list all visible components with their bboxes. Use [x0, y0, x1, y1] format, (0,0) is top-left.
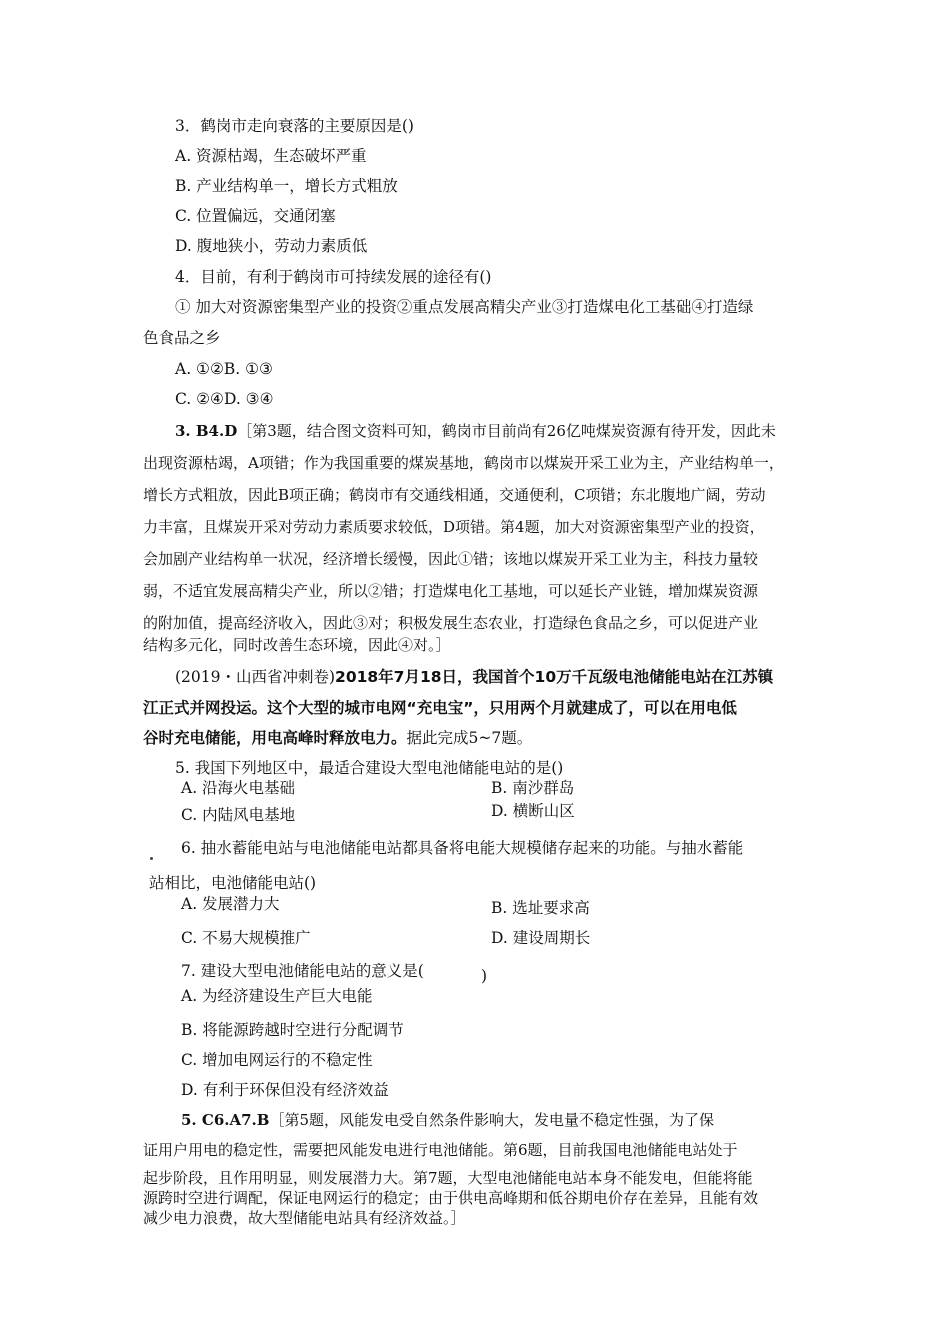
answer-3-4-line8: 结构多元化，同时改善生态环境，因此④对。］	[143, 636, 451, 654]
answer-3-4-line1: 3. B4.D［第3题，结合图文资料可知，鹤岗市目前尚有26亿吨煤炭资源有待开发，因此未	[175, 422, 776, 440]
answer-5-7-line3: 起步阶段，且作用明显，则发展潜力大。第7题，大型电池储能电站本身不能发电，但能将能	[143, 1169, 753, 1187]
answer-3-4-key: 3. B4.D	[175, 422, 238, 440]
answer-3-4-line6: 弱，不适宜发展高精尖产业，所以②错；打造煤电化工基地，可以延长产业链，增加煤炭资源	[143, 582, 759, 600]
q5-option-d: D. 横断山区	[491, 802, 575, 820]
answer-5-7-key: 5. C6.A7.B	[181, 1111, 270, 1129]
answer-3-4-line4: 力丰富，且煤炭开采对劳动力素质要求较低，D项错。第4题，加大对资源密集型产业的投资，	[143, 518, 765, 536]
answer-5-7-line4: 源跨时空进行调配，保证电网运行的稳定；由于供电高峰期和低谷期电价存在差异，且能有效	[143, 1189, 759, 1207]
q6-stem-line1: 6. 抽水蓄能电站与电池储能电站都具备将电能大规模储存起来的功能。与抽水蓄能	[181, 839, 744, 857]
q3-option-a: A. 资源枯竭，生态破坏严重	[175, 147, 367, 165]
q7-option-c: C. 增加电网运行的不稳定性	[181, 1051, 373, 1069]
q7-option-a: A. 为经济建设生产巨大电能	[181, 987, 373, 1005]
q5-option-a: A. 沿海火电基础	[181, 779, 296, 797]
q6-stem-line2: 站相比，电池储能电站()	[149, 874, 317, 892]
q4-options-cd: C. ②④D. ③④	[175, 390, 274, 408]
q7-option-d: D. 有利于环保但没有经济效益	[181, 1081, 389, 1099]
q4-items-line2: 色食品之乡	[143, 329, 221, 347]
q7-stem: 7. 建设大型电池储能电站的意义是(	[181, 962, 424, 980]
answer-3-4-line3: 增长方式粗放，因此B项正确；鹤岗市有交通线相通，交通便利，C项错；东北腹地广阔，劳动	[143, 486, 766, 504]
material-line2: 江正式并网投运。这个大型的城市电网“充电宝”，只用两个月就建成了，可以在用电低	[143, 699, 737, 717]
q4-stem: 4．目前，有利于鹤岗市可持续发展的途径有()	[175, 268, 492, 286]
q5-option-c: C. 内陆风电基地	[181, 806, 296, 824]
answer-3-4-line7: 的附加值，提高经济收入，因此③对；积极发展生态农业，打造绿色食品之乡，可以促进产业	[143, 614, 759, 632]
q5-stem: 5. 我国下列地区中，最适合建设大型电池储能电站的是()	[175, 759, 564, 777]
answer-5-7-line5: 减少电力浪费，故大型储能电站具有经济效益。］	[143, 1209, 466, 1227]
q6-option-a: A. 发展潜力大	[181, 895, 280, 913]
q3-option-c: C. 位置偏远，交通闭塞	[175, 207, 336, 225]
q4-options-ab: A. ①②B. ①③	[175, 360, 273, 378]
answer-5-7-line1: 5. C6.A7.B［第5题，风能发电受自然条件影响大，发电量不稳定性强，为了保	[181, 1111, 715, 1129]
q3-option-b: B. 产业结构单一，增长方式粗放	[175, 177, 398, 195]
answer-5-7-line2: 证用户用电的稳定性，需要把风能发电进行电池储能。第6题，目前我国电池储能电站处于	[143, 1141, 738, 1159]
answer-3-4-line2: 出现资源枯竭，A项错；作为我国重要的煤炭基地，鹤岗市以煤炭开采工业为主，产业结构单一，	[143, 454, 784, 472]
material-line1: (2019・山西省冲刺卷)2018年7月18日，我国首个10万千瓦级电池储能电站在江苏镇	[175, 668, 774, 686]
q7-stem-paren: )	[481, 967, 488, 985]
q5-option-b: B. 南沙群岛	[491, 779, 575, 797]
stray-mark	[150, 857, 153, 860]
q7-option-b: B. 将能源跨越时空进行分配调节	[181, 1021, 404, 1039]
q3-stem: 3．鹤岗市走向衰落的主要原因是()	[175, 117, 414, 135]
material-line3: 谷时充电储能，用电高峰时释放电力。据此完成5~7题。	[143, 729, 533, 747]
q3-option-d: D. 腹地狭小，劳动力素质低	[175, 237, 368, 255]
material-source: (2019・山西省冲刺卷)	[175, 668, 336, 686]
q6-option-b: B. 选址要求高	[491, 899, 590, 917]
q6-option-c: C. 不易大规模推广	[181, 929, 311, 947]
q6-option-d: D. 建设周期长	[491, 929, 591, 947]
answer-3-4-line5: 会加剧产业结构单一状况，经济增长缓慢，因此①错；该地以煤炭开采工业为主，科技力量较	[143, 550, 759, 568]
q4-items-line1: ① 加大对资源密集型产业的投资②重点发展高精尖产业③打造煤电化工基础④打造绿	[175, 298, 754, 316]
